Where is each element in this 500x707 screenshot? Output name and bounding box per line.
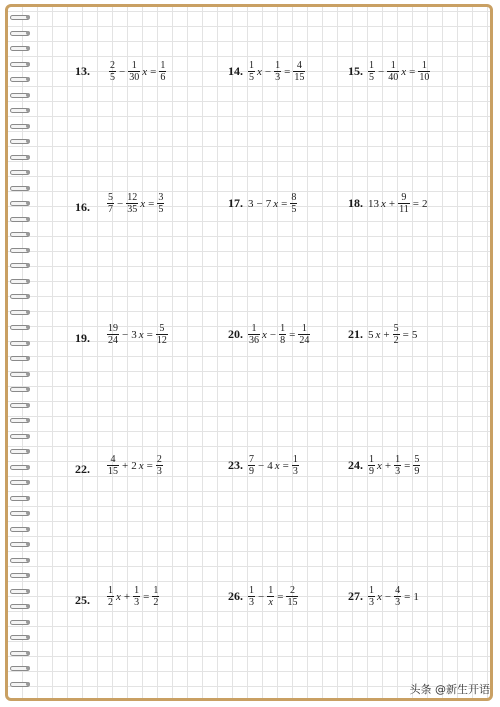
fraction bbox=[286, 585, 298, 608]
problem-number: 15. bbox=[348, 64, 363, 78]
operator: = bbox=[284, 65, 291, 78]
problem-number: 16. bbox=[75, 200, 90, 214]
equation bbox=[247, 454, 300, 477]
fraction bbox=[157, 192, 164, 215]
numerator: 1 bbox=[301, 323, 307, 334]
spiral-ring bbox=[10, 279, 30, 285]
fraction bbox=[418, 60, 430, 83]
spiral-ring bbox=[10, 511, 30, 517]
operator: − bbox=[258, 459, 265, 472]
spiral-ring bbox=[10, 651, 30, 657]
spiral-ring bbox=[10, 93, 30, 99]
fraction bbox=[248, 60, 255, 83]
numerator: 1 bbox=[369, 454, 374, 465]
variable: x bbox=[257, 65, 262, 78]
fraction bbox=[290, 192, 297, 215]
denominator: 2 bbox=[393, 335, 399, 346]
number: 7 bbox=[265, 197, 272, 210]
variable: x bbox=[274, 459, 280, 472]
equation-problem bbox=[228, 60, 306, 83]
problem-number: 13. bbox=[75, 64, 90, 78]
fraction bbox=[107, 192, 114, 215]
spiral-ring bbox=[10, 108, 30, 114]
numerator: 5 bbox=[108, 192, 113, 203]
problem-number: 17. bbox=[228, 196, 243, 210]
operator: − bbox=[119, 65, 126, 78]
number: 13 bbox=[368, 197, 379, 210]
denominator: 10 bbox=[419, 72, 430, 83]
operator: = bbox=[146, 459, 153, 472]
fraction bbox=[159, 60, 166, 83]
fraction bbox=[279, 323, 286, 346]
equation-problem bbox=[75, 585, 160, 608]
denominator: 2 bbox=[108, 597, 113, 608]
variable: x bbox=[116, 590, 121, 603]
numerator: 19 bbox=[108, 323, 118, 334]
denominator: 3 bbox=[275, 72, 281, 83]
numerator: 1 bbox=[369, 60, 374, 71]
denominator: 15 bbox=[294, 72, 305, 83]
equation bbox=[367, 192, 428, 215]
fraction bbox=[248, 454, 255, 477]
operator: = bbox=[148, 197, 155, 210]
problem-number: 23. bbox=[228, 458, 243, 472]
equation-problem bbox=[348, 323, 418, 346]
denominator: 9 bbox=[369, 466, 374, 477]
equation bbox=[247, 192, 298, 215]
numerator: 1 bbox=[275, 60, 281, 71]
fraction bbox=[156, 454, 163, 477]
denominator: 3 bbox=[395, 466, 401, 477]
spiral-ring bbox=[10, 356, 30, 362]
fraction bbox=[393, 323, 400, 346]
numerator: 1 bbox=[251, 323, 257, 334]
spiral-ring bbox=[10, 77, 30, 83]
operator: = bbox=[277, 590, 284, 603]
numerator: 9 bbox=[401, 192, 407, 203]
denominator: 15 bbox=[287, 597, 298, 608]
spiral-ring bbox=[10, 201, 30, 207]
equation-problem bbox=[228, 454, 300, 477]
operator: = bbox=[146, 328, 153, 341]
operator: = bbox=[150, 65, 157, 78]
numerator: 1 bbox=[395, 454, 401, 465]
equation bbox=[367, 60, 431, 83]
number: 5 bbox=[411, 328, 418, 341]
numerator: 1 bbox=[369, 585, 374, 596]
numerator: 1 bbox=[134, 585, 140, 596]
variable: x bbox=[377, 590, 382, 603]
operator: − bbox=[117, 197, 124, 210]
equation bbox=[247, 323, 311, 346]
equation bbox=[106, 454, 164, 477]
numerator: 2 bbox=[289, 585, 295, 596]
operator: + bbox=[383, 328, 390, 341]
number: 4 bbox=[267, 459, 273, 472]
denominator: 24 bbox=[299, 335, 310, 346]
operator: = bbox=[412, 197, 419, 210]
fraction bbox=[248, 323, 260, 346]
numerator: 1 bbox=[160, 60, 166, 71]
operator: + bbox=[384, 459, 392, 472]
denominator: 3 bbox=[292, 466, 298, 477]
spiral-ring bbox=[10, 46, 30, 52]
equation bbox=[106, 585, 160, 608]
fraction bbox=[267, 585, 274, 608]
numerator: 1 bbox=[268, 585, 274, 596]
spiral-ring bbox=[10, 387, 30, 393]
equation-problem bbox=[75, 454, 164, 477]
numerator: 8 bbox=[291, 192, 297, 203]
operator: = bbox=[402, 328, 409, 341]
operator: = bbox=[409, 65, 416, 78]
equation bbox=[106, 323, 169, 346]
numerator: 1 bbox=[131, 60, 137, 71]
denominator: 36 bbox=[249, 335, 259, 346]
numerator: 1 bbox=[153, 585, 159, 596]
operator: − bbox=[122, 328, 129, 341]
spiral-ring bbox=[10, 62, 30, 68]
number: 2 bbox=[421, 197, 428, 210]
fraction bbox=[368, 585, 375, 608]
equation bbox=[108, 60, 167, 83]
spiral-ring bbox=[10, 604, 30, 610]
numerator: 2 bbox=[110, 60, 115, 71]
number: 2 bbox=[131, 459, 137, 472]
denominator: 12 bbox=[156, 335, 167, 346]
spiral-ring bbox=[10, 263, 30, 269]
problem-number: 18. bbox=[348, 196, 363, 210]
fraction bbox=[248, 585, 255, 608]
denominator: 5 bbox=[369, 72, 374, 83]
numerator: 1 bbox=[421, 60, 427, 71]
equation bbox=[247, 585, 299, 608]
fraction bbox=[368, 60, 375, 83]
operator: − bbox=[264, 65, 272, 78]
spiral-ring bbox=[10, 620, 30, 626]
spiral-ring bbox=[10, 527, 30, 533]
numerator: 1 bbox=[280, 323, 286, 334]
equation-problem bbox=[75, 323, 169, 346]
spiral-ring bbox=[10, 155, 30, 161]
problem-number: 21. bbox=[348, 327, 363, 341]
fraction bbox=[293, 60, 305, 83]
spiral-binding bbox=[8, 15, 32, 705]
spiral-ring bbox=[10, 635, 30, 641]
denominator: 5 bbox=[110, 72, 115, 83]
equation bbox=[247, 60, 306, 83]
denominator: 24 bbox=[108, 335, 118, 346]
denominator: 8 bbox=[280, 335, 286, 346]
variable: x bbox=[375, 328, 381, 341]
spiral-ring bbox=[10, 15, 30, 21]
spiral-ring bbox=[10, 170, 30, 176]
spiral-ring bbox=[10, 217, 30, 223]
variable: x bbox=[262, 328, 267, 341]
spiral-ring bbox=[10, 124, 30, 130]
operator: = bbox=[404, 459, 411, 472]
fraction bbox=[298, 323, 310, 346]
number: 3 bbox=[248, 197, 254, 210]
problem-number: 24. bbox=[348, 458, 363, 472]
operator: = bbox=[404, 590, 411, 603]
denominator: 3 bbox=[156, 466, 162, 477]
denominator: 5 bbox=[249, 72, 254, 83]
numerator: 5 bbox=[393, 323, 399, 334]
spiral-ring bbox=[10, 325, 30, 331]
number: 1 bbox=[413, 590, 419, 603]
variable: x bbox=[377, 459, 382, 472]
variable: x bbox=[381, 197, 386, 210]
variable: x bbox=[138, 328, 144, 341]
operator: + bbox=[122, 459, 129, 472]
problem-number: 14. bbox=[228, 64, 243, 78]
denominator: 9 bbox=[249, 466, 254, 477]
denominator: 15 bbox=[108, 466, 118, 477]
spiral-ring bbox=[10, 403, 30, 409]
fraction bbox=[413, 454, 420, 477]
fraction bbox=[128, 60, 140, 83]
equation-problem bbox=[75, 192, 165, 215]
variable: x bbox=[140, 197, 146, 210]
denominator: 2 bbox=[153, 597, 159, 608]
problem-number: 25. bbox=[75, 593, 90, 607]
denominator: 6 bbox=[160, 72, 166, 83]
spiral-ring bbox=[10, 232, 30, 238]
fraction bbox=[292, 454, 299, 477]
numerator: 5 bbox=[159, 323, 165, 334]
fraction bbox=[107, 585, 114, 608]
spiral-ring bbox=[10, 418, 30, 424]
equation bbox=[367, 323, 418, 346]
equation bbox=[106, 192, 165, 215]
variable: x bbox=[401, 65, 407, 78]
numerator: 12 bbox=[127, 192, 138, 203]
spiral-ring bbox=[10, 542, 30, 548]
number: 3 bbox=[131, 328, 137, 341]
numerator: 1 bbox=[249, 585, 254, 596]
number: 5 bbox=[368, 328, 374, 341]
numerator: 2 bbox=[156, 454, 162, 465]
spiral-ring bbox=[10, 294, 30, 300]
denominator: 3 bbox=[395, 597, 401, 608]
numerator: 7 bbox=[249, 454, 254, 465]
fraction bbox=[109, 60, 116, 83]
variable: x bbox=[138, 459, 144, 472]
denominator: 35 bbox=[127, 204, 138, 215]
spiral-ring bbox=[10, 589, 30, 595]
operator: − bbox=[258, 590, 265, 603]
operator: − bbox=[378, 65, 385, 78]
equation bbox=[367, 454, 421, 477]
spiral-ring bbox=[10, 186, 30, 192]
fraction bbox=[368, 454, 375, 477]
fraction bbox=[394, 585, 401, 608]
fraction bbox=[107, 454, 119, 477]
fraction bbox=[387, 60, 399, 83]
spiral-ring bbox=[10, 465, 30, 471]
equation bbox=[367, 585, 420, 608]
numerator: 3 bbox=[158, 192, 164, 203]
equation-problem bbox=[348, 60, 431, 83]
problem-number: 26. bbox=[228, 589, 243, 603]
denominator: 9 bbox=[414, 466, 420, 477]
equation-problem bbox=[228, 323, 311, 346]
fraction bbox=[133, 585, 140, 608]
operator: − bbox=[269, 328, 277, 341]
denominator: 5 bbox=[291, 204, 297, 215]
denominator: 40 bbox=[388, 72, 399, 83]
spiral-ring bbox=[10, 558, 30, 564]
denominator: 3 bbox=[249, 597, 254, 608]
spiral-ring bbox=[10, 434, 30, 440]
operator: = bbox=[143, 590, 150, 603]
numerator: 1 bbox=[292, 454, 298, 465]
operator: = bbox=[281, 197, 288, 210]
denominator: 30 bbox=[129, 72, 140, 83]
operator: = bbox=[282, 459, 289, 472]
fraction bbox=[126, 192, 138, 215]
equation-problem bbox=[348, 585, 420, 608]
fraction bbox=[152, 585, 159, 608]
equation-problem bbox=[228, 192, 298, 215]
numerator: 4 bbox=[110, 454, 116, 465]
denominator: 5 bbox=[158, 204, 164, 215]
numerator: 1 bbox=[108, 585, 113, 596]
problem-number: 19. bbox=[75, 331, 90, 345]
spiral-ring bbox=[10, 449, 30, 455]
spiral-ring bbox=[10, 372, 30, 378]
variable: x bbox=[142, 65, 148, 78]
equation-problem bbox=[348, 192, 428, 215]
variable: x bbox=[273, 197, 279, 210]
denominator: x bbox=[268, 597, 273, 608]
equation-problem bbox=[75, 60, 167, 83]
denominator: 3 bbox=[134, 597, 140, 608]
spiral-ring bbox=[10, 310, 30, 316]
fraction bbox=[156, 323, 168, 346]
operator: + bbox=[123, 590, 131, 603]
numerator: 5 bbox=[414, 454, 420, 465]
operator: + bbox=[388, 197, 396, 210]
fraction bbox=[107, 323, 119, 346]
numerator: 4 bbox=[395, 585, 401, 596]
numerator: 4 bbox=[296, 60, 302, 71]
denominator: 7 bbox=[108, 204, 113, 215]
watermark: 头条 @新生开语 bbox=[409, 683, 490, 696]
numerator: 1 bbox=[390, 60, 396, 71]
spiral-ring bbox=[10, 666, 30, 672]
spiral-ring bbox=[10, 139, 30, 145]
equation-problem bbox=[228, 585, 299, 608]
spiral-ring bbox=[10, 496, 30, 502]
problem-number: 20. bbox=[228, 327, 243, 341]
spiral-ring bbox=[10, 341, 30, 347]
operator: = bbox=[289, 328, 296, 341]
spiral-ring bbox=[10, 682, 30, 688]
denominator: 11 bbox=[399, 204, 409, 215]
operator: − bbox=[256, 197, 263, 210]
problem-number: 27. bbox=[348, 589, 363, 603]
operator: − bbox=[384, 590, 392, 603]
numerator: 1 bbox=[249, 60, 254, 71]
fraction bbox=[398, 192, 410, 215]
spiral-ring bbox=[10, 31, 30, 37]
equation-problem bbox=[348, 454, 421, 477]
denominator: 3 bbox=[369, 597, 374, 608]
fraction bbox=[394, 454, 401, 477]
spiral-ring bbox=[10, 248, 30, 254]
spiral-ring bbox=[10, 480, 30, 486]
spiral-ring bbox=[10, 573, 30, 579]
problem-number: 22. bbox=[75, 462, 90, 476]
fraction bbox=[274, 60, 281, 83]
